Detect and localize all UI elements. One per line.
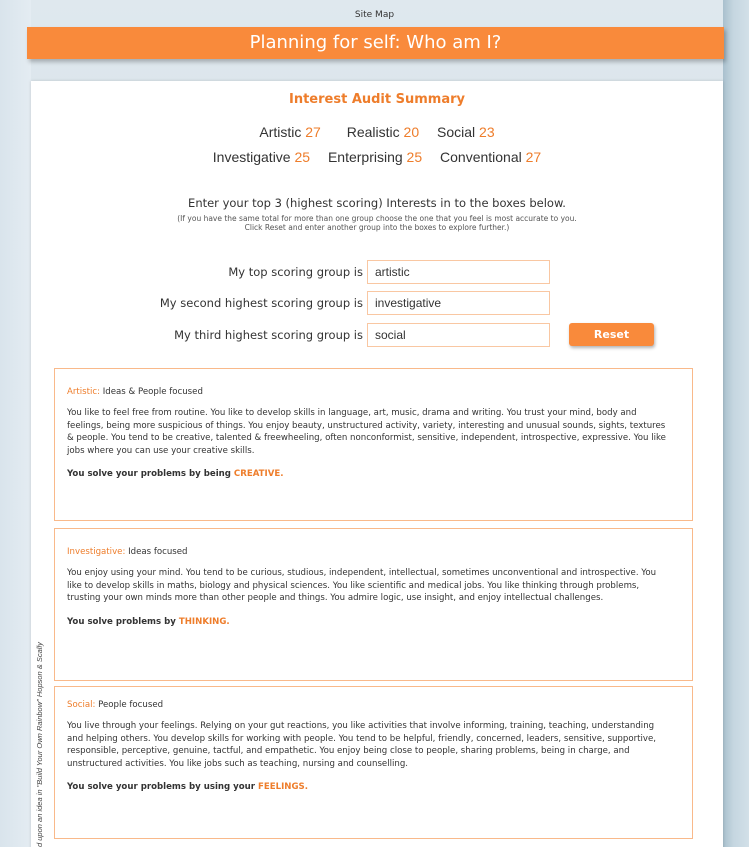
card-category: Artistic: xyxy=(67,387,101,397)
card-description: You like to feel free from routine. You like to develop skills in language, art, music, drama and writing. You trust your mind, body and feelings, being more suspicious of things. You enjoy beauty, unstructured activity, variety, interesting and unusual sounds, sights, textures & people. You tend to be creative, talented & freewheeling, often nonconformist, sensitive, independent, introspective, expressive. You like jobs where you can use your creative skills. xyxy=(67,408,666,456)
card-description: You enjoy using your mind. You tend to be curious, studious, independent, intellectual, sometimes unconventional and introspective. You like to develop skills in maths, biology and physical sciences. You like scientific and medical jobs. You like thinking through problems, trusting your own minds more than other people and things. You admire logic, use insight, and enjoy intellectual challenges. xyxy=(67,568,657,604)
score-label: Artistic xyxy=(259,124,302,140)
third-group-label: My third highest scoring group is xyxy=(174,328,363,342)
score-artistic xyxy=(259,124,320,140)
top-group-input[interactable] xyxy=(367,260,550,284)
score-conventional xyxy=(440,149,541,165)
card-category: Investigative: xyxy=(67,547,126,557)
score-label: Investigative xyxy=(212,149,291,165)
card-heading xyxy=(67,546,670,558)
top-group-label: My top scoring group is xyxy=(228,265,363,279)
score-label: Social xyxy=(437,124,476,140)
solve-keyword: CREATIVE. xyxy=(233,469,284,480)
score-label: Realistic xyxy=(346,124,400,140)
score-realistic xyxy=(347,124,419,140)
top-group-row xyxy=(31,260,723,284)
card-focus: Ideas & People focused xyxy=(102,387,203,397)
card-focus: Ideas focused xyxy=(128,547,188,557)
card-description: You live through your feelings. Relying on your gut reactions, you like activities that involve informing, training, teaching, understanding and helping others. You develop skills for working with people. You tend to be helpful, friendly, concerned, leaders, sensitive, supportive, responsible, perceptive, genuine, tactful, and empathetic. You enjoy being close to people, sharing problems, being in charge, and unstructured activities. You like jobs such as teaching, nursing and counselling. xyxy=(67,721,656,769)
summary-title: Interest Audit Summary xyxy=(288,92,465,107)
score-value: 23 xyxy=(479,124,495,140)
solve-keyword: THINKING. xyxy=(178,616,230,627)
instruction-text: Enter your top 3 (highest scoring) Interests in to the boxes below. xyxy=(188,196,566,210)
reset-button[interactable]: Reset xyxy=(569,323,654,346)
score-value: 27 xyxy=(525,149,542,165)
score-investigative xyxy=(213,149,310,165)
interest-card-social xyxy=(54,686,693,839)
main-panel xyxy=(31,81,723,847)
card-focus: People focused xyxy=(98,700,164,710)
solve-prefix: You solve your problems by using your xyxy=(67,782,259,793)
interest-card-artistic xyxy=(54,368,693,521)
card-heading xyxy=(67,699,670,711)
card-solve-line xyxy=(67,781,670,793)
second-group-label: My second highest scoring group is xyxy=(159,296,363,310)
card-solve-line xyxy=(67,616,670,628)
sub-instruction xyxy=(31,214,723,232)
solve-keyword: FEELINGS. xyxy=(258,782,309,793)
site-map-link[interactable]: Site Map xyxy=(354,10,395,20)
score-label: Conventional xyxy=(440,149,522,165)
score-value: 27 xyxy=(305,124,321,140)
sub-instruction-line-2: Click Reset and enter another group into the boxes to explore further.) xyxy=(244,223,510,232)
score-label: Enterprising xyxy=(327,149,403,165)
solve-prefix: You solve your problems by being xyxy=(67,469,234,480)
score-social xyxy=(437,124,495,140)
score-row-1 xyxy=(31,124,723,140)
interest-card-investigative xyxy=(54,528,693,681)
source-credit: d upon an idea in "Build Your Own Rainbow" Hopson & Scally xyxy=(35,642,44,847)
solve-prefix: You solve problems by xyxy=(67,616,179,627)
score-value: 25 xyxy=(406,149,423,165)
card-heading xyxy=(67,386,670,398)
background-right xyxy=(723,0,749,847)
page-title-banner: Planning for self: Who am I? xyxy=(27,27,724,59)
card-solve-line xyxy=(67,468,670,480)
score-value: 25 xyxy=(294,149,311,165)
score-enterprising xyxy=(328,149,422,165)
third-group-input[interactable] xyxy=(367,323,550,347)
background-left xyxy=(0,0,31,847)
card-category: Social: xyxy=(67,700,96,710)
score-row-2 xyxy=(31,149,723,165)
sub-instruction-line-1: (If you have the same total for more than one group choose the one that you feel is most accurate to you. xyxy=(177,214,577,223)
second-group-row xyxy=(31,291,723,315)
second-group-input[interactable] xyxy=(367,291,550,315)
score-value: 20 xyxy=(403,124,420,140)
